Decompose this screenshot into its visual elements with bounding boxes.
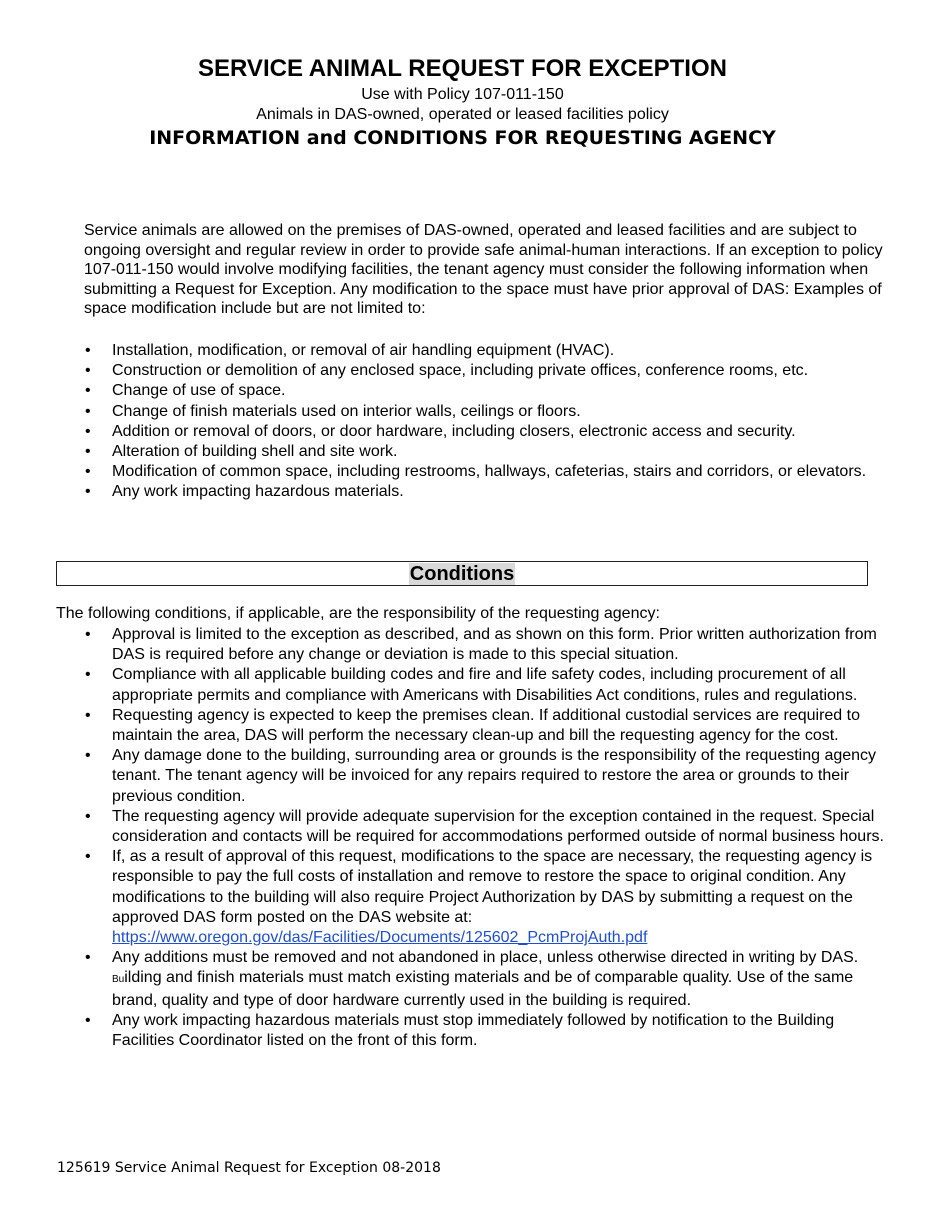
conditions-heading: Conditions — [409, 563, 515, 585]
list-item: • Construction or demolition of any enclosed space, including private offices, conference rooms, etc. — [84, 361, 894, 381]
condition-text-small: Bu — [112, 974, 125, 986]
document-title: SERVICE ANIMAL REQUEST FOR EXCEPTION — [198, 55, 727, 82]
list-item: • Any damage done to the building, surrounding area or grounds is the responsibility of the requesting agency tenant. The tenant agency will be invoiced for any repairs required to restore the area or grounds to their previous condition. — [84, 746, 899, 807]
list-item: • Requesting agency is expected to keep the premises clean. If additional custodial services are required to maintain the area, DAS will perform the necessary clean-up and bill the requesting agency for the cost. — [84, 706, 899, 746]
intro-paragraph: Service animals are allowed on the premises of DAS-owned, operated and leased facilities and are subject to ongoing oversight and regular review in order to provide safe animal-human interactions. If an exception to policy 107-011-150 would involve modifying facilities, the tenant agency must consider the following information when submitting a Request for Exception. Any modification to the space must have prior approval of DAS: Examples of space modification include but are not limited to: — [84, 222, 883, 318]
conditions-list — [84, 625, 899, 1051]
modification-examples-list — [84, 341, 894, 503]
condition-text: ilding and finish materials must match existing materials and be of comparable quality. Use of the same brand, quality and type of door hardware currently used in the building is required. — [112, 969, 854, 1009]
section-subtitle: INFORMATION and CONDITIONS FOR REQUESTING AGENCY — [149, 127, 776, 149]
list-item: • Alteration of building shell and site work. — [84, 442, 894, 462]
list-item: • Change of finish materials used on interior walls, ceilings or floors. — [84, 402, 894, 422]
list-item: • Any work impacting hazardous materials. — [84, 482, 894, 502]
conditions-intro: The following conditions, if applicable, are the responsibility of the requesting agency: — [56, 605, 660, 622]
policy-name: Animals in DAS-owned, operated or leased facilities policy — [256, 106, 669, 123]
list-item: • Approval is limited to the exception as described, and as shown on this form. Prior written authorization from DAS is required before any change or deviation is made to this special situation. — [84, 625, 899, 665]
list-item: • Any work impacting hazardous materials must stop immediately followed by notification to the Building Facilities Coordinator listed on the front of this form. — [84, 1011, 899, 1051]
list-item — [84, 847, 899, 948]
list-item: • The requesting agency will provide adequate supervision for the exception contained in the request. Special consideration and contacts will be required for accommodations performed outside of normal business hours. — [84, 807, 899, 847]
project-authorization-link[interactable]: https://www.oregon.gov/das/Facilities/Documents/125602_PcmProjAuth.pdf — [112, 929, 648, 947]
policy-line: Use with Policy 107-011-150 — [361, 86, 564, 103]
list-item: • Installation, modification, or removal of air handling equipment (HVAC). — [84, 341, 894, 361]
list-item — [84, 948, 899, 1011]
list-item: • Change of use of space. — [84, 381, 894, 401]
conditions-header-box — [56, 561, 868, 586]
list-item: • Modification of common space, including restrooms, hallways, cafeterias, stairs and corridors, or elevators. — [84, 462, 894, 482]
condition-text: If, as a result of approval of this request, modifications to the space are necessary, the requesting agency is responsible to pay the full costs of installation and remove to restore the space to original condition. Any modifications to the building will also require Project Authorization by DAS by submitting a request on the approved DAS form posted on the DAS website at: — [112, 848, 873, 926]
form-footer: 125619 Service Animal Request for Exception 08-2018 — [57, 1160, 441, 1176]
condition-text: Any additions must be removed and not abandoned in place, unless otherwise directed in writing by DAS. — [112, 949, 859, 967]
list-item: • Compliance with all applicable building codes and fire and life safety codes, including procurement of all appropriate permits and compliance with Americans with Disabilities Act conditions, rules and regulations. — [84, 665, 899, 705]
list-item: • Addition or removal of doors, or door hardware, including closers, electronic access and security. — [84, 422, 894, 442]
